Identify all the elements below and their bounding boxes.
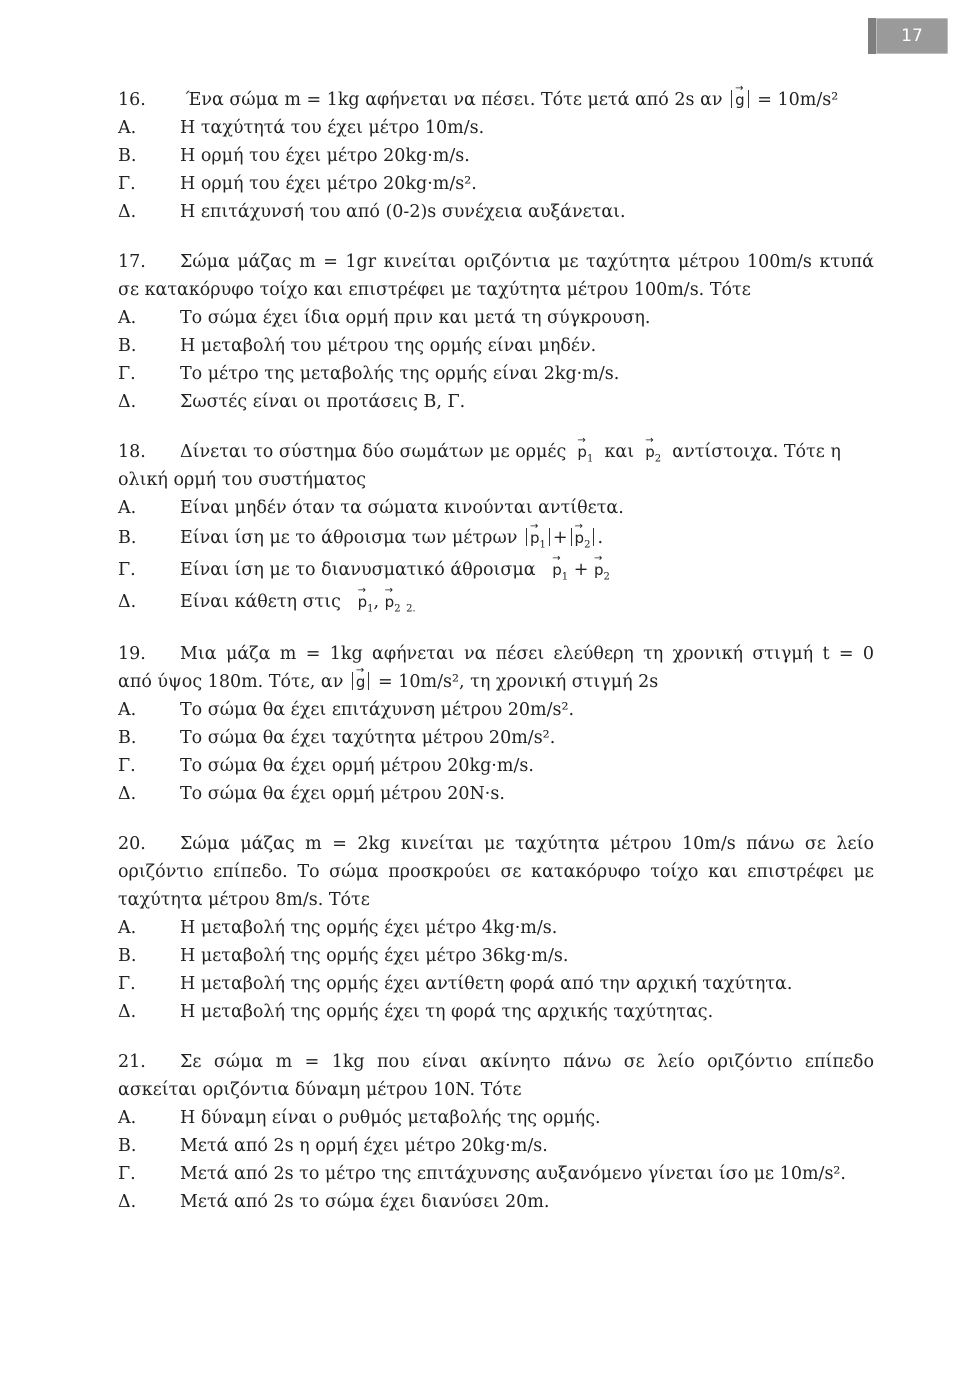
option: Α. Η μεταβολή της ορμής έχει μέτρο 4kg·m/s. — [118, 918, 558, 938]
vector-p2: → p — [385, 586, 395, 618]
vector-p1: → p — [552, 554, 562, 586]
question-stem-cont: ασκείται οριζόντια δύναμη μέτρου 10N. Τότε — [118, 1080, 522, 1100]
vector-p2: → p — [594, 554, 604, 586]
question-number: 19. — [118, 644, 146, 664]
abs-bar-icon — [549, 528, 550, 546]
question-19 — [118, 640, 874, 808]
option: Γ. Το μέτρο της μεταβολής της ορμής είναι 2kg·m/s. — [118, 364, 620, 384]
option: Δ. Είναι κάθετη $\sigma\tau\iota\varsigma \to p_1$, → $p_2$ $_{2.}$ — [118, 586, 874, 618]
vector-p1: → p — [358, 586, 368, 618]
option: Α. Το σώμα θα έχει επιτάχυνση μέτρου 20m/s². — [118, 700, 575, 720]
question-stem: 16. Ένα σώμα m = 1kg αφήνεται να πέσει. Τότε μετά από 2s αν → g = 10m/s² — [118, 86, 874, 114]
option: Α. Η ταχύτητά του έχει μέτρο 10m/s. — [118, 118, 485, 138]
abs-bar-icon — [352, 672, 353, 690]
option: Α. Το σώμα έχει ίδια ορμή πριν και μετά τη σύγκρουση. — [118, 308, 651, 328]
question-stem: 18. Δίνεται το σύστημα δύο σωμάτων με $o\rho\mu έ\varsigma \to p_1$ $\kappa\alpha\iota \to p_2$ αντίστοιχα. Τότε η — [118, 438, 874, 466]
option: Δ. Μετά από 2s το σώμα έχει διανύσει 20m. — [118, 1192, 550, 1212]
option: Α. Η δύναμη είναι ο ρυθμός μεταβολής της ορμής. — [118, 1108, 601, 1128]
abs-bar-icon — [526, 528, 527, 546]
option: Β. Η ορμή του έχει μέτρο 20kg·m/s. — [118, 146, 470, 166]
question-16 — [118, 86, 874, 226]
option: Γ. Η μεταβολή της ορμής έχει αντίθετη φορά από την αρχική ταχύτητα. — [118, 974, 793, 994]
question-stem-cont: από ύψος 180m. Τότε, αν → g = 10m/s², τη χρονική στιγμή 2s — [118, 668, 874, 696]
option: Δ. Η επιτάχυνσή του από (0-2)s συνέχεια αυξάνεται. — [118, 202, 626, 222]
question-stem-cont: οριζόντιο επίπεδο. Το σώμα προσκρούει σε κατακόρυφο τοίχο και επιστρέφει με — [118, 862, 874, 882]
option: Δ. Η μεταβολή της ορμής έχει τη φορά της αρχικής ταχύτητας. — [118, 1002, 714, 1022]
vector-p1: → p — [577, 438, 587, 466]
question-number: 18. — [118, 442, 146, 462]
question-stem: 21. Σε σώμα m = 1kg που είναι ακίνητο πάνω σε λείο οριζόντιο επίπεδο — [118, 1048, 874, 1076]
question-number: 20. — [118, 834, 146, 854]
page-number: 17 — [901, 26, 923, 46]
option: Α. Είναι μηδέν όταν τα σώματα κινούνται αντίθετα. — [118, 498, 624, 518]
vector-p2: → p — [645, 438, 655, 466]
vector-g: → g — [735, 86, 745, 114]
option: Β. Είναι ίση με το άθροισμα των $\mu έ\tau\rho\omega\nu \to p_1 +\to p_2$ . — [118, 522, 874, 554]
question-17 — [118, 248, 874, 416]
question-stem-cont: ταχύτητα μέτρου 8m/s. Τότε — [118, 890, 370, 910]
abs-bar-icon — [368, 672, 369, 690]
question-number: 21. — [118, 1052, 146, 1072]
question-stem-cont: ολική ορμή του συστήματος — [118, 470, 367, 490]
option: Γ. Η ορμή του έχει μέτρο 20kg·m/s². — [118, 174, 477, 194]
question-stem: 17. Σώμα μάζας m = 1gr κινείται οριζόντια με ταχύτητα μέτρου 100m/s κτυπά — [118, 248, 874, 276]
option: Β. Το σώμα θα έχει ταχύτητα μέτρου 20m/s². — [118, 728, 556, 748]
vector-g: → g — [356, 668, 366, 696]
option: Γ. Μετά από 2s το μέτρο της επιτάχυνσης αυξανόμενο γίνεται ίσο με 10m/s². — [118, 1164, 846, 1184]
vector-p1: → p — [530, 522, 540, 554]
page-number-box — [876, 18, 948, 54]
question-20 — [118, 830, 874, 1026]
question-21 — [118, 1048, 874, 1216]
question-18 — [118, 438, 874, 618]
document-body — [118, 86, 874, 1238]
option: Δ. Σωστές είναι οι προτάσεις Β, Γ. — [118, 392, 466, 412]
vector-p2: → p — [575, 522, 585, 554]
abs-bar-icon — [571, 528, 572, 546]
option: Β. Η μεταβολή της ορμής έχει μέτρο 36kg·m/s. — [118, 946, 569, 966]
abs-bar-icon — [748, 90, 749, 108]
option: Γ. Είναι ίση με το διανυσματικό $ά\theta\rho o\iota\sigma\mu\alpha \to p_1$ + → $p_2$ — [118, 554, 874, 586]
question-stem: 19. Μια μάζα m = 1kg αφήνεται να πέσει ελεύθερη τη χρονική στιγμή t = 0 — [118, 640, 874, 668]
question-stem-cont: σε κατακόρυφο τοίχο και επιστρέφει με ταχύτητα μέτρου 100m/s. Τότε — [118, 280, 751, 300]
question-number: 16. — [118, 90, 146, 110]
page-number-badge — [868, 0, 948, 58]
option: Β. Η μεταβολή του μέτρου της ορμής είναι μηδέν. — [118, 336, 597, 356]
question-number: 17. — [118, 252, 146, 272]
option: Δ. Το σώμα θα έχει ορμή μέτρου 20N·s. — [118, 784, 505, 804]
option: Γ. Το σώμα θα έχει ορμή μέτρου 20kg·m/s. — [118, 756, 534, 776]
option: Β. Μετά από 2s η ορμή έχει μέτρο 20kg·m/s. — [118, 1136, 548, 1156]
badge-corner — [868, 18, 876, 54]
question-stem: 20. Σώμα μάζας m = 2kg κινείται με ταχύτητα μέτρου 10m/s πάνω σε λείο — [118, 830, 874, 858]
abs-bar-icon — [731, 90, 732, 108]
